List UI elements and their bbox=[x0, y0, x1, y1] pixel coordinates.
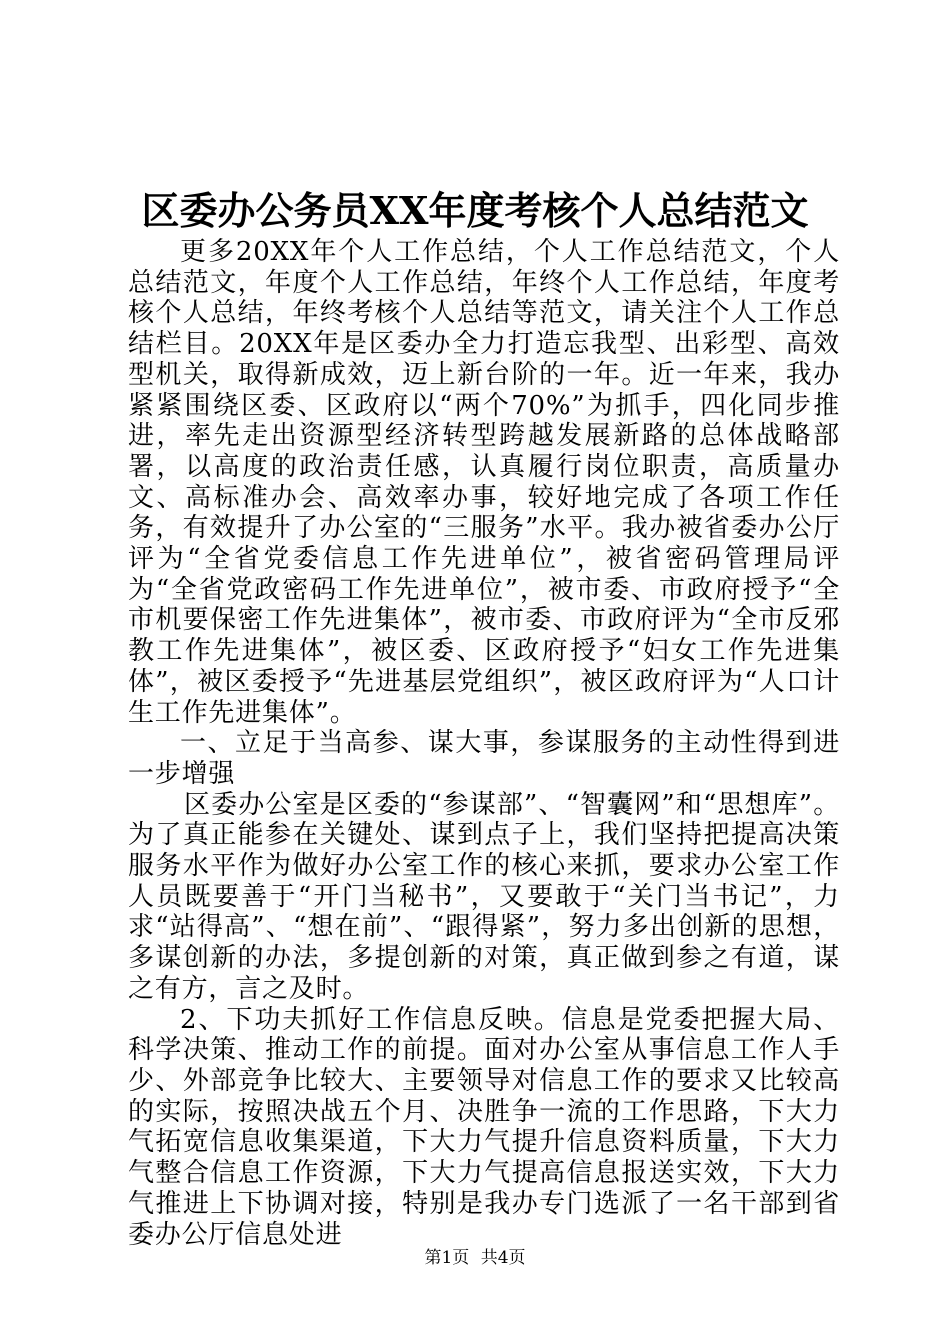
paragraph-section-1: 区委办公室是区委的“参谋部”、“智囊网”和“思想库”。为了真正能参在关键处、谋到点子上，我们坚持把提高决策服务水平作为做好办公室工作的核心来抓，要求办公室工作人员既要善于“开门当秘书”，又要敢于“关门当书记”，力求“站得高”、“想在前”、“跟得紧”，努力多出创新的思想，多谋创新的办法，多提创新的对策，真正做到参之有道，谋之有方，言之及时。 bbox=[128, 789, 840, 1004]
section-heading-1: 一、立足于当高参、谋大事，参谋服务的主动性得到进一步增强 bbox=[128, 728, 840, 789]
page-total: 共4页 bbox=[480, 1248, 526, 1268]
document-body bbox=[128, 237, 840, 1250]
paragraph-item-2: 2、下功夫抓好工作信息反映。信息是党委把握大局、科学决策、推动工作的前提。面对办公室从事信息工作人手少、外部竞争比较大、主要领导对信息工作的要求又比较高的实际，按照决战五个月、决胜争一流的工作思路，下大力气拓宽信息收集渠道，下大力气提升信息资料质量，下大力气整合信息工作资源，下大力气提高信息报送实效，下大力气推进上下协调对接，特别是我办专门选派了一名干部到省委办公厅信息处进 bbox=[128, 1004, 840, 1250]
paragraph-intro: 更多20XX年个人工作总结，个人工作总结范文，个人总结范文，年度个人工作总结，年终个人工作总结，年度考核个人总结，年终考核个人总结等范文，请关注个人工作总结栏目。20XX年是区委办全力打造忘我型、出彩型、高效型机关，取得新成效，迈上新台阶的一年。近一年来，我办紧紧围绕区委、区政府以“两个70%”为抓手，四化同步推进，率先走出资源型经济转型跨越发展新路的总体战略部署，以高度的政治责任感，认真履行岗位职责，高质量办文、高标准办会、高效率办事，较好地完成了各项工作任务，有效提升了办公室的“三服务”水平。我办被省委办公厅评为“全省党委信息工作先进单位”，被省密码管理局评为“全省党政密码工作先进单位”，被市委、市政府授予“全市机要保密工作先进集体”，被市委、市政府评为“全市反邪教工作先进集体”，被区委、区政府授予“妇女工作先进集体”，被区委授予“先进基层党组织”，被区政府评为“人口计生工作先进集体”。 bbox=[128, 237, 840, 728]
page-footer bbox=[0, 1247, 950, 1269]
page-number: 第1页 bbox=[424, 1248, 470, 1268]
document-title: 区委办公务员XX年度考核个人总结范文 bbox=[141, 188, 809, 233]
